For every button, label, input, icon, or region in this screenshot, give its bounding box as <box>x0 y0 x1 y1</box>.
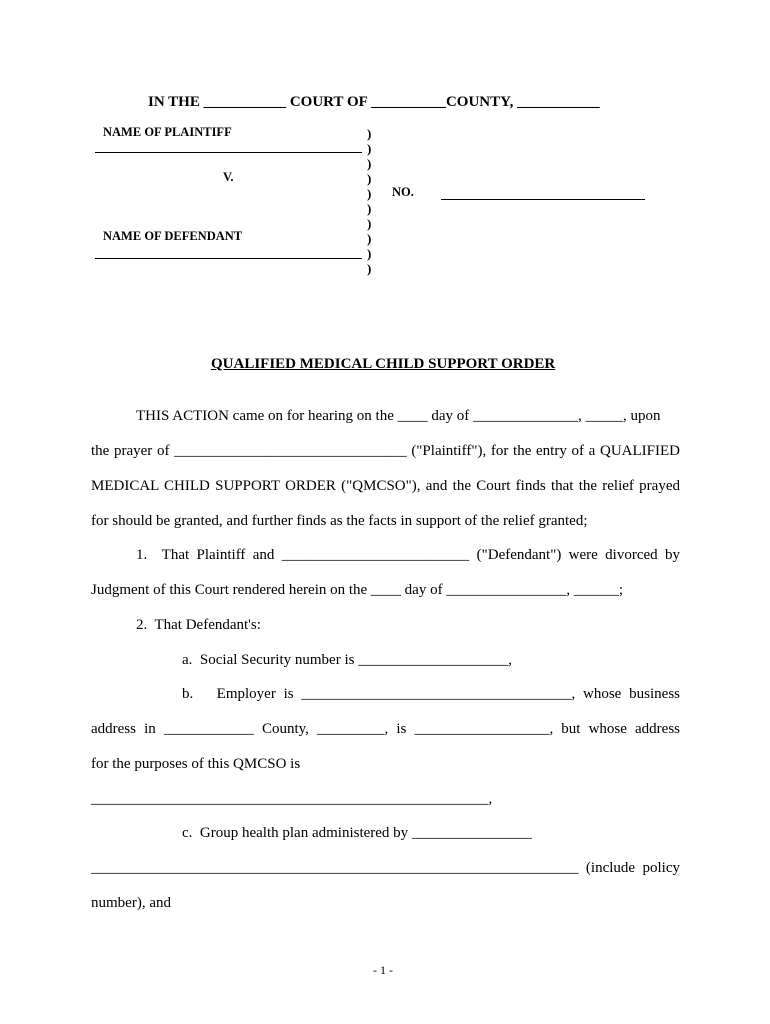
caption-paren: ) <box>367 261 372 276</box>
paragraph-line: the prayer of _______________________________ ("Plaintiff"), for the entry of a QUALIFIED <box>91 443 680 459</box>
item-1-line: 1. That Plaintiff and _________________________ ("Defendant") were divorced by <box>136 547 680 563</box>
item-2b-line: for the purposes of this QMCSO is <box>91 756 301 772</box>
court-heading: IN THE ___________ COURT OF __________COUNTY, ___________ <box>148 94 600 110</box>
item-2a: a. Social Security number is ____________________, <box>182 652 512 668</box>
caption-paren: ) <box>367 231 372 246</box>
paragraph-line: THIS ACTION came on for hearing on the ____ day of ______________, _____, upon <box>136 408 661 424</box>
plaintiff-name-line <box>95 152 362 153</box>
caption-paren: ) <box>367 186 372 201</box>
item-2-heading: 2. That Defendant's: <box>136 617 261 633</box>
case-number-line <box>441 199 645 200</box>
defendant-name-line <box>95 258 362 259</box>
versus-label: V. <box>223 170 234 184</box>
item-2c-line: c. Group health plan administered by ________________ <box>182 825 532 841</box>
case-number-label: NO. <box>392 185 414 199</box>
caption-paren: ) <box>367 201 372 216</box>
page-number: - 1 - <box>373 963 393 977</box>
plaintiff-label: NAME OF PLAINTIFF <box>103 125 232 139</box>
item-2c-line: _________________________________________________________________ (include policy <box>91 860 680 876</box>
caption-paren: ) <box>367 246 372 261</box>
item-2c-line: number), and <box>91 895 171 911</box>
item-2b-line: _____________________________________________________, <box>91 791 493 807</box>
caption-paren: ) <box>367 156 372 171</box>
caption-paren: ) <box>367 126 372 141</box>
caption-paren: ) <box>367 141 372 156</box>
paragraph-line: for should be granted, and further finds as the facts in support of the relief granted; <box>91 513 588 529</box>
defendant-label: NAME OF DEFENDANT <box>103 229 243 243</box>
item-2b-line: address in ____________ County, _________, is __________________, but whose address <box>91 721 680 737</box>
caption-paren: ) <box>367 171 372 186</box>
item-1-line: Judgment of this Court rendered herein on the ____ day of ________________, ______; <box>91 582 624 598</box>
document-title: QUALIFIED MEDICAL CHILD SUPPORT ORDER <box>211 356 556 372</box>
paragraph-line: MEDICAL CHILD SUPPORT ORDER ("QMCSO"), and the Court finds that the relief prayed <box>91 478 680 494</box>
item-2b-line: b. Employer is ____________________________________, whose business <box>182 686 680 702</box>
caption-paren: ) <box>367 216 372 231</box>
